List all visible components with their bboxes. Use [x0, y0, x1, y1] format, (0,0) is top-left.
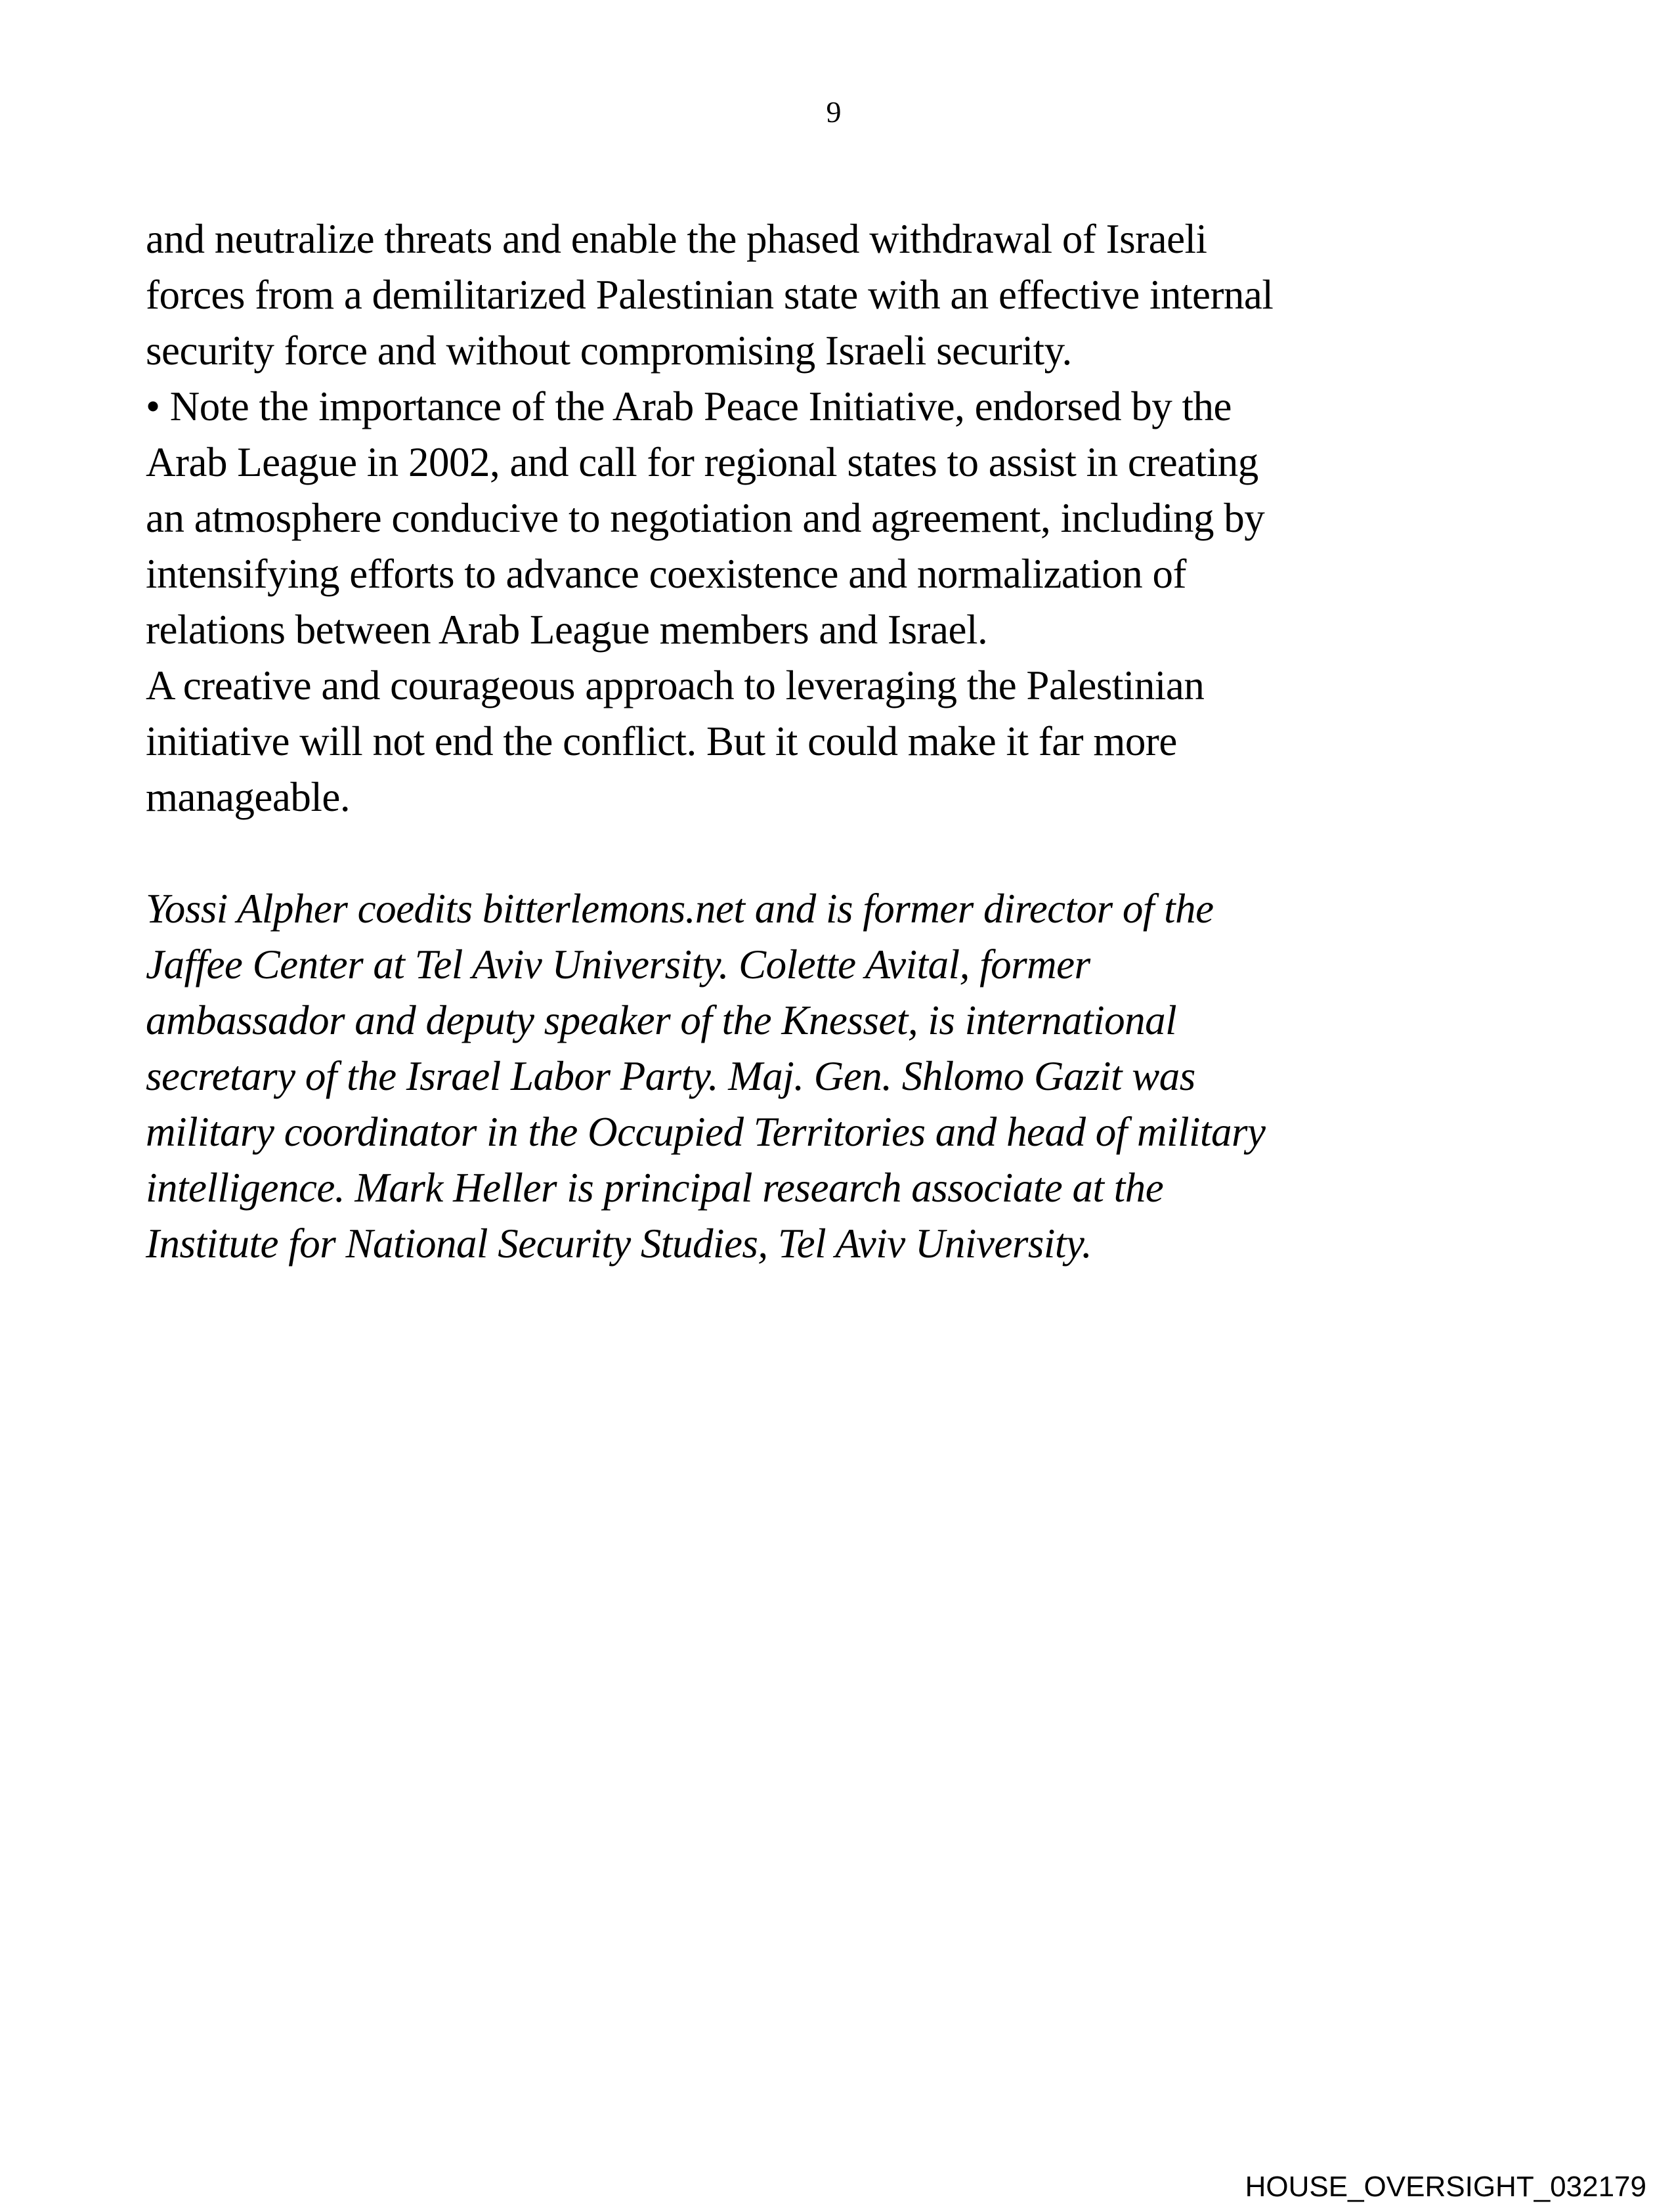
- body-text: [146, 211, 1537, 1272]
- author-bio-paragraph: [146, 881, 1537, 1272]
- body-line: forces from a demilitarized Palestinian state with an effective internal: [146, 272, 1274, 318]
- bio-line: ambassador and deputy speaker of the Knesset, is international: [146, 997, 1177, 1043]
- body-line: A creative and courageous approach to leveraging the Palestinian: [146, 662, 1205, 708]
- body-line: relations between Arab League members and Israel.: [146, 607, 988, 653]
- body-line: an atmosphere conducive to negotiation and agreement, including by: [146, 495, 1265, 541]
- bio-line: Yossi Alpher coedits bitterlemons.net and is former director of the: [146, 886, 1214, 932]
- body-line: • Note the importance of the Arab Peace Initiative, endorsed by the: [146, 383, 1232, 429]
- body-line: intensifying efforts to advance coexistence and normalization of: [146, 551, 1187, 597]
- body-line: and neutralize threats and enable the phased withdrawal of Israeli: [146, 216, 1207, 262]
- bio-line: secretary of the Israel Labor Party. Maj. Gen. Shlomo Gazit was: [146, 1053, 1195, 1099]
- body-line: manageable.: [146, 774, 351, 820]
- bio-line: intelligence. Mark Heller is principal research associate at the: [146, 1165, 1164, 1211]
- body-line: initiative will not end the conflict. But it could make it far more: [146, 718, 1177, 764]
- bates-number: HOUSE_OVERSIGHT_032179: [1245, 2171, 1646, 2203]
- body-line: Arab League in 2002, and call for regional states to assist in creating: [146, 439, 1258, 485]
- body-paragraphs: [146, 211, 1537, 825]
- body-line: security force and without compromising Israeli security.: [146, 328, 1072, 374]
- bio-line: Jaffee Center at Tel Aviv University. Colette Avital, former: [146, 942, 1090, 987]
- bio-line: Institute for National Security Studies, Tel Aviv University.: [146, 1221, 1092, 1267]
- page-number: 9: [826, 95, 842, 129]
- bio-line: military coordinator in the Occupied Territories and head of military: [146, 1109, 1266, 1155]
